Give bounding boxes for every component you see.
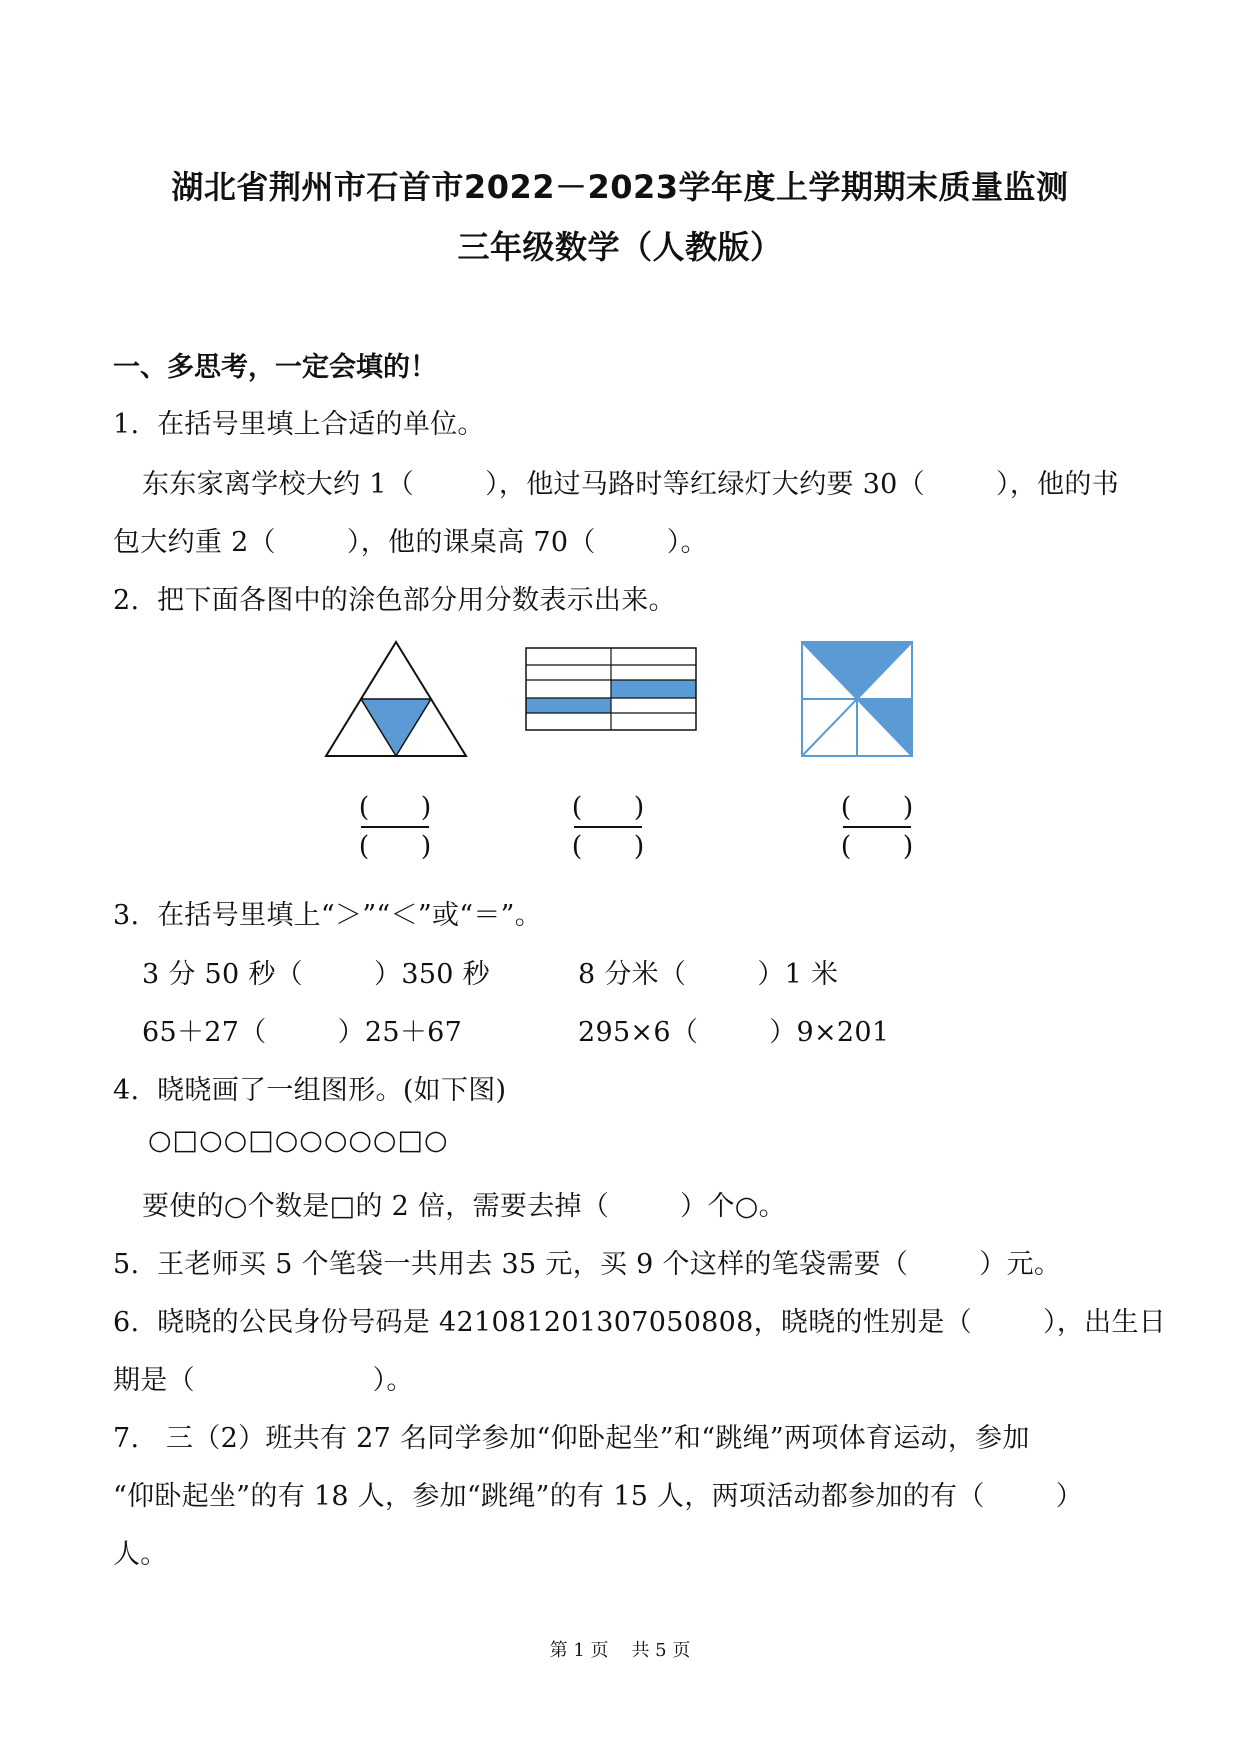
q6-line2: 期是（ ）。 [113, 1365, 414, 1396]
numerator-blank: ( ) [571, 792, 645, 823]
numerator-blank: ( ) [840, 792, 914, 823]
q4-question: 要使的○个数是□的 2 倍，需要去掉（ ）个○。 [142, 1191, 786, 1222]
q6-line1: 6. 晓晓的公民身份号码是 421081201307050808，晓晓的性别是（ ），出生日 [113, 1307, 1167, 1338]
triangle-figure [322, 640, 470, 760]
q2-prompt: 2. 把下面各图中的涂色部分用分数表示出来。 [113, 585, 676, 616]
q5-prompt: 5. 王老师买 5 个笔袋一共用去 35 元，买 9 个这样的笔袋需要（ ）元。 [113, 1249, 1062, 1280]
q3-item-d: 295×6（ ）9×201 [578, 1017, 890, 1048]
q7-line1: 7. 三（2）班共有 27 名同学参加“仰卧起坐”和“跳绳”两项体育运动，参加 [113, 1423, 1030, 1454]
section-heading: 一、多思考，一定会填的！ [113, 352, 437, 383]
fraction-blank-2[interactable] [570, 790, 646, 864]
fraction-blank-3[interactable] [839, 790, 915, 864]
q1-prompt: 1. 在括号里填上合适的单位。 [113, 409, 485, 440]
page-footer: 第 1 页 共 5 页 [549, 1640, 691, 1661]
q3-item-a: 3 分 50 秒（ ）350 秒 [142, 959, 490, 990]
q4-prompt: 4. 晓晓画了一组图形。(如下图) [113, 1075, 507, 1106]
q7-line2: “仰卧起坐”的有 18 人，参加“跳绳”的有 15 人，两项活动都参加的有（ ） [113, 1481, 1084, 1512]
denominator-blank: ( ) [358, 831, 432, 862]
square-figure [800, 640, 916, 758]
fraction-blank-1[interactable] [357, 790, 433, 864]
exam-title: 湖北省荆州市石首市2022－2023学年度上学期期末质量监测 [171, 168, 1069, 206]
q3-item-c: 65＋27（ ）25＋67 [142, 1017, 463, 1048]
denominator-blank: ( ) [571, 831, 645, 862]
numerator-blank: ( ) [358, 792, 432, 823]
q1-line2: 包大约重 2（ ），他的课桌高 70（ ）。 [113, 527, 708, 558]
q3-prompt: 3. 在括号里填上“＞”“＜”或“＝”。 [113, 900, 543, 931]
denominator-blank: ( ) [840, 831, 914, 862]
exam-subtitle: 三年级数学（人教版） [457, 228, 783, 266]
q7-line3: 人。 [113, 1539, 168, 1570]
q4-shapes: ○□○○□○○○○○□○ [148, 1125, 449, 1156]
grid-rectangle-figure [525, 647, 697, 731]
q3-item-b: 8 分米（ ）1 米 [578, 959, 839, 990]
q1-line1: 东东家离学校大约 1（ ），他过马路时等红绿灯大约要 30（ ），他的书 [142, 469, 1120, 500]
